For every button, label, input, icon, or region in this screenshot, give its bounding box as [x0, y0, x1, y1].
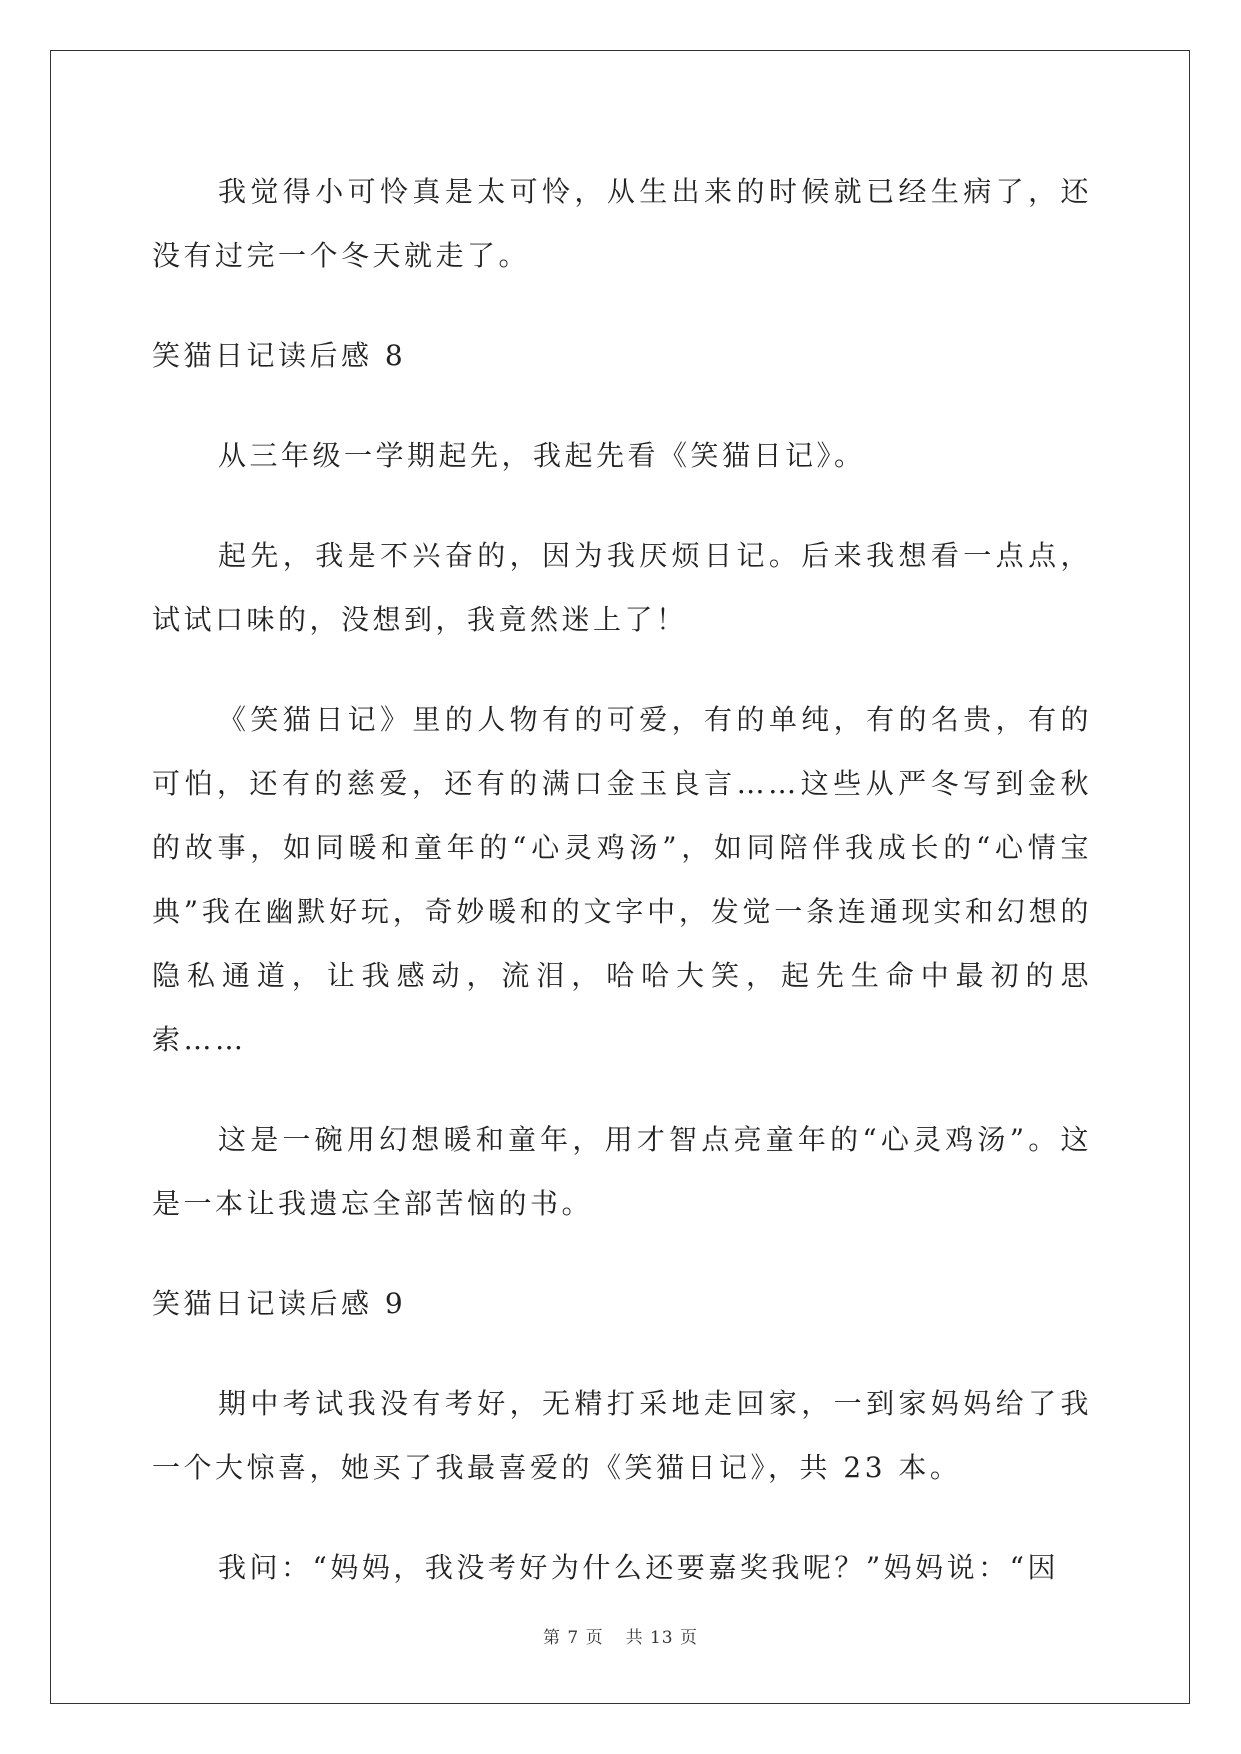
paragraph: 我觉得小可怜真是太可怜，从生出来的时候就已经生病了，还没有过完一个冬天就走了。 [152, 175, 1092, 272]
paragraph: 这是一碗用幻想暖和童年，用才智点亮童年的“心灵鸡汤”。这是一本让我遗忘全部苦恼的书。 [152, 1123, 1092, 1220]
page-number: 第 7 页 [542, 1628, 604, 1648]
paragraph: 从三年级一学期起先，我起先看《笑猫日记》。 [218, 439, 866, 472]
document-body [152, 160, 1092, 1636]
paragraph: 我问：“妈妈，我没考好为什么还要嘉奖我呢？”妈妈说：“因 [218, 1551, 1059, 1584]
page-total: 共 13 页 [625, 1628, 699, 1648]
paragraph: 期中考试我没有考好，无精打采地走回家，一到家妈妈给了我一个大惊喜，她买了我最喜爱的《笑猫日记》，共 23 本。 [152, 1387, 1092, 1484]
paragraph: 《笑猫日记》里的人物有的可爱，有的单纯，有的名贵，有的可怕，还有的慈爱，还有的满口金玉良言……这些从严冬写到金秋的故事，如同暖和童年的“心灵鸡汤”，如同陪伴我成长的“心情宝典”我在幽默好玩，奇妙暖和的文字中，发觉一条连通现实和幻想的隐私通道，让我感动，流泪，哈哈大笑，起先生命中最初的思索…… [152, 703, 1092, 1056]
section-heading: 笑猫日记读后感 8 [152, 339, 407, 372]
paragraph: 起先，我是不兴奋的，因为我厌烦日记。后来我想看一点点，试试口味的，没想到，我竟然迷上了！ [152, 539, 1092, 636]
page-footer [0, 1623, 1241, 1648]
section-heading: 笑猫日记读后感 9 [152, 1287, 407, 1320]
